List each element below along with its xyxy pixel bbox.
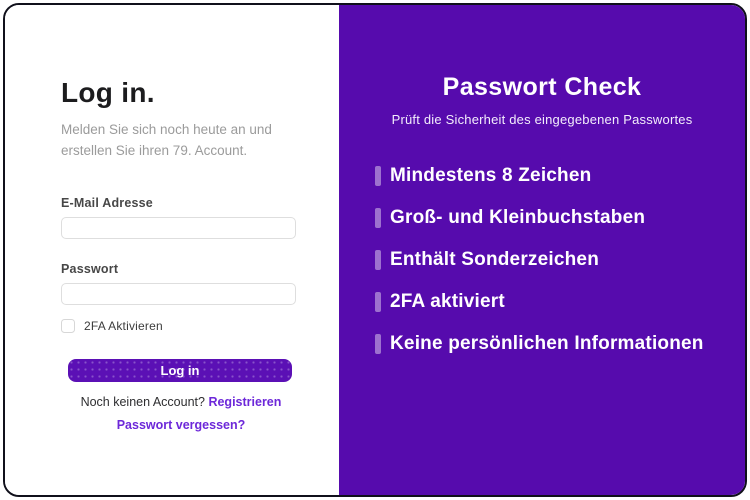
password-input[interactable] <box>61 283 296 305</box>
login-button[interactable]: Log in <box>68 359 292 382</box>
rule-text: Enthält Sonderzeichen <box>390 249 600 270</box>
password-check-panel <box>339 5 745 495</box>
password-rule-item <box>375 333 745 355</box>
rule-marker-bar <box>375 292 381 312</box>
2fa-checkbox-label: 2FA Aktivieren <box>84 318 163 333</box>
login-panel <box>5 5 339 495</box>
forgot-password-link[interactable]: Passwort vergessen? <box>116 417 246 432</box>
password-rule-item <box>375 249 745 271</box>
rule-marker-bar <box>375 334 381 354</box>
rule-marker-bar <box>375 166 381 186</box>
password-rule-item <box>375 291 745 313</box>
rule-text: Mindestens 8 Zeichen <box>390 165 592 186</box>
rule-marker-bar <box>375 208 381 228</box>
login-title: Log in. <box>61 77 155 108</box>
email-label: E-Mail Adresse <box>61 195 153 210</box>
register-link[interactable]: Registrieren <box>208 394 282 409</box>
password-label: Passwort <box>61 261 119 276</box>
rule-text: Groß- und Kleinbuchstaben <box>390 207 646 228</box>
rule-text: 2FA aktiviert <box>390 291 505 312</box>
login-card <box>3 3 747 497</box>
2fa-checkbox[interactable] <box>61 319 75 333</box>
forgot-line <box>61 418 301 432</box>
2fa-checkbox-row <box>61 319 301 333</box>
login-subtitle: Melden Sie sich noch heute an und erstellen Sie ihren 79. Account. <box>61 122 272 158</box>
rule-text: Keine persönlichen Informationen <box>390 333 704 354</box>
password-rule-item <box>375 165 745 187</box>
signup-line <box>61 395 301 409</box>
password-rule-item <box>375 207 745 229</box>
signup-prompt: Noch keinen Account? <box>80 394 209 409</box>
password-rules-list <box>339 165 745 355</box>
rule-marker-bar <box>375 250 381 270</box>
email-input[interactable] <box>61 217 296 239</box>
password-check-title: Passwort Check <box>442 73 642 101</box>
password-check-subtitle: Prüft die Sicherheit des eingegebenen Passwortes <box>391 112 693 127</box>
